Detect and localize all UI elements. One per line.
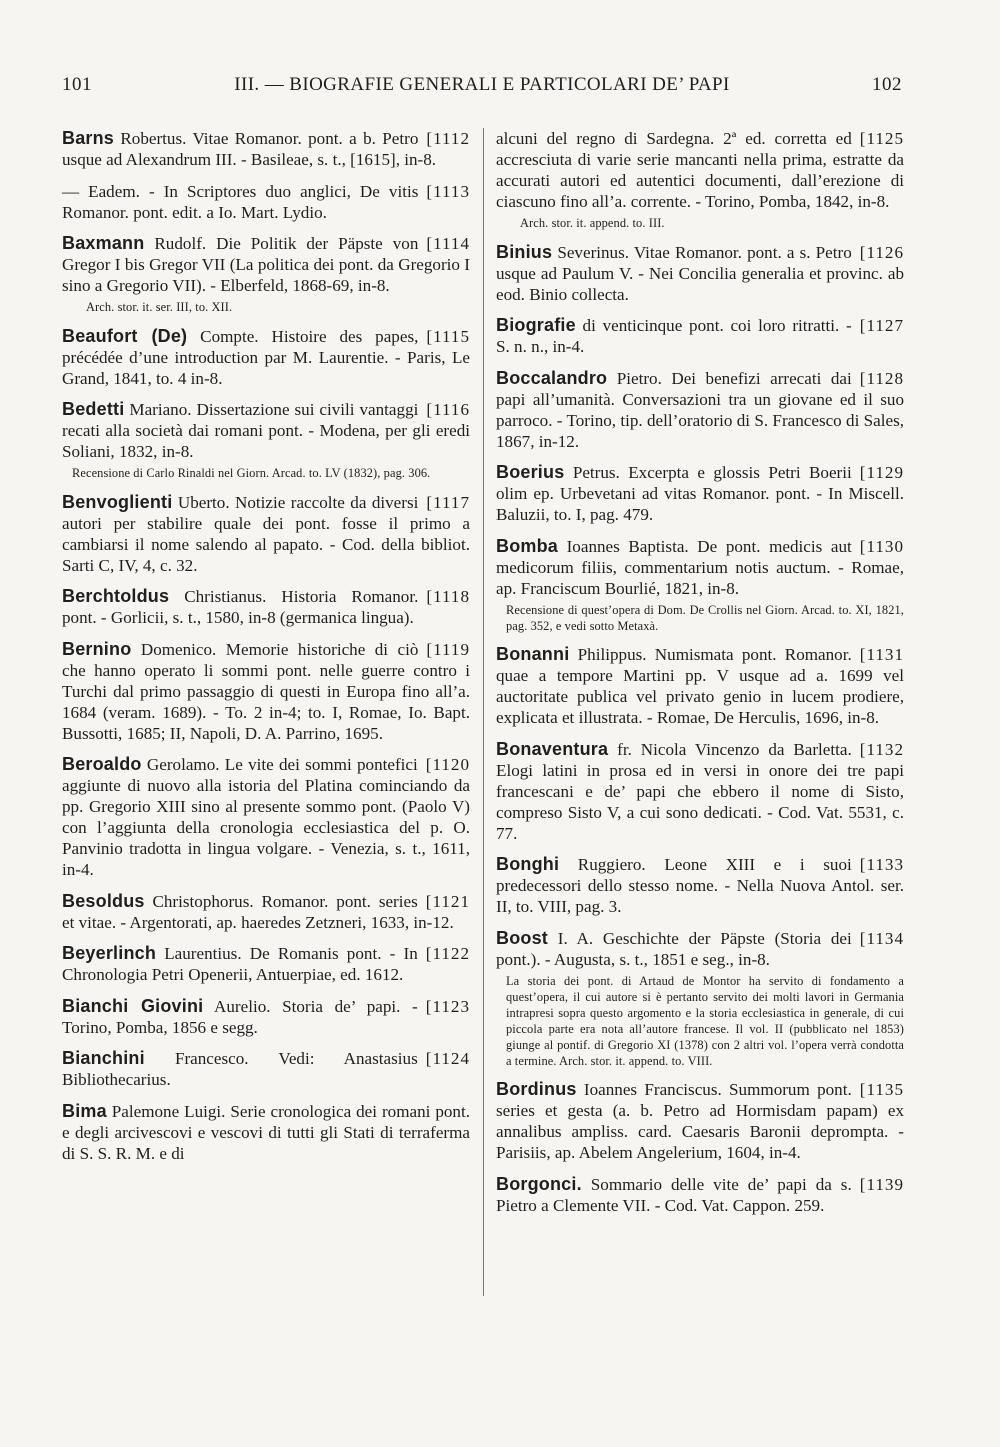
entry-note: Arch. stor. it. ser. III, to. XII.	[86, 300, 233, 314]
entry-number: [1139	[859, 1174, 904, 1194]
bibliography-entry	[62, 943, 474, 985]
bibliography-entry	[496, 854, 908, 917]
entry-number: [1114	[426, 234, 470, 253]
entry-text: Laurentius. De Romanis pont. - In Chronologia Petri Openerii, Antuerpiae, ed. 1612.	[62, 944, 418, 984]
entry-text: Christianus. Historia Romanor. pont. - Gorlicii, s. t., 1580, in-8 (germanica lingua).	[62, 587, 419, 627]
entry-text: — Eadem. - In Scriptores duo anglici, De vitis Romanor. pont. edit. a Io. Mart. Lydio.	[62, 181, 419, 222]
bibliography-entry	[62, 1101, 474, 1164]
entry-text: Domenico. Memorie historiche di ciò che hanno operato li sommi pont. nelle guerre contro i Turchi dal primo passaggio di questi in Europa fino all’a. 1684 (veram. 1689). - To. 2 in-4; to. I, Romae, Io. Bapt. Bussotti, 1685; II, Napoli, D. A. Parrino, 1695.	[62, 639, 470, 743]
entry-note: Recensione di Carlo Rinaldi nel Giorn. Arcad. to. LV (1832), pag. 306.	[72, 466, 431, 480]
running-title: III. — BIOGRAFIE GENERALI E PARTICOLARI DE’ PAPI	[234, 74, 730, 95]
bibliography-entry	[496, 128, 908, 231]
bibliography-entry	[496, 644, 908, 728]
left-column	[62, 128, 474, 1174]
bibliography-entry	[496, 739, 908, 844]
entry-text: fr. Nicola Vincenzo da Barletta. Elogi latini in prosa ed in versi in onore dei tre papi francescani e de’ papi che ebbero il nome di Sisto, compreso Sisto V, a cui sono dedicati. - Cod. Vat. 5531, c. 77.	[496, 739, 904, 843]
entry-text: Ioannes Franciscus. Summorum pont. series et gesta (a. b. Petro ad Hormisdam papam) ex annalibus ampliss. card. Caesaris Baronii deprompta. - Parisiis, ap. Abelem Angelerium, 1604, in-4.	[496, 1080, 904, 1162]
bibliography-entry	[62, 754, 474, 880]
entry-text: Rudolf. Die Politik der Päpste von Gregor I bis Gregor VII (La politica dei pont. da Gregorio I sino a Gregorio VII). - Elberfeld, 1868-69, in-8.	[62, 234, 470, 295]
entry-number: [1131	[859, 645, 904, 664]
entry-text: Robertus. Vitae Romanor. pont. a b. Petro usque ad Alexandrum III. - Basileae, s. t., [1615], in-8.	[62, 129, 437, 169]
bibliography-entry	[62, 996, 474, 1038]
entry-heading: Besoldus	[62, 890, 145, 911]
entry-note: Arch. stor. it. append. to. III.	[520, 216, 665, 230]
entry-text: Palemone Luigi. Serie cronologica dei romani pont. e degli arcivescovi e vescovi di tutti gli Stati di terraferma di S. S. R. M. e di	[62, 1101, 470, 1163]
entry-heading: Beaufort (De)	[62, 325, 188, 346]
bibliography-entry	[62, 128, 474, 170]
entry-heading: Bonanni	[496, 644, 570, 664]
entry-heading: Berchtoldus	[62, 586, 170, 606]
bibliography-entry	[62, 1048, 474, 1090]
entry-number: [1127	[859, 316, 904, 335]
right-column	[496, 128, 908, 1226]
entry-number: [1117	[426, 492, 470, 512]
bibliography-entry	[62, 639, 474, 744]
entry-number: [1135	[859, 1080, 904, 1099]
entry-note: Recensione di quest’opera di Dom. De Crollis nel Giorn. Arcad. to. XI, 1821, pag. 352, e vedi sotto Metaxà.	[506, 602, 904, 633]
entry-number: [1132	[859, 739, 904, 759]
entry-heading: Bianchini	[62, 1048, 145, 1068]
entry-number: [1125	[859, 129, 904, 148]
entry-number: [1129	[859, 463, 904, 482]
entry-heading: Bomba	[496, 535, 559, 556]
bibliography-entry	[496, 536, 908, 634]
bibliography-entry	[62, 181, 474, 223]
entry-heading: Benvoglienti	[62, 491, 173, 512]
entry-heading: Bonaventura	[496, 738, 609, 759]
entry-number: [1130	[859, 536, 904, 556]
entry-text: Compte. Histoire des papes, précédée d’une introduction par M. Laurentie. - Paris, Le Grand, 1841, to. 4 in-8.	[62, 326, 470, 388]
entry-text: Christophorus. Romanor. pont. series et vitae. - Argentorati, ap. haeredes Zetzneri, 1633, in-12.	[62, 891, 454, 932]
bibliography-entry	[62, 326, 474, 389]
entry-number: [1119	[426, 639, 470, 659]
bibliography-entry	[62, 399, 474, 481]
entry-number: [1128	[859, 368, 904, 388]
entry-number: [1122	[425, 944, 470, 963]
entry-heading: Beyerlinch	[62, 943, 157, 963]
entry-text: Aurelio. Storia de’ papi. - Torino, Pomba, 1856 e segg.	[62, 996, 418, 1037]
entry-heading: Bernino	[62, 638, 132, 659]
entry-heading: Borgonci.	[496, 1173, 582, 1194]
entry-text: Philippus. Numismata pont. Romanor. quae a tempore Martini pp. V usque ad a. 1699 vel auctoritate publica vel privato genio in lucem prodiere, explicata et illustrata. - Romae, De Herculis, 1696, in-8.	[496, 645, 904, 727]
entry-heading: Boost	[496, 927, 548, 948]
entry-heading: Baxmann	[62, 233, 145, 253]
entry-text: Uberto. Notizie raccolte da diversi autori per stabilire quale dei pont. fosse il primo a cambiarsi il nome salendo al papato. - Cod. della bibliot. Sarti C, IV, 4, c. 32.	[62, 492, 470, 575]
entry-number: [1116	[426, 400, 470, 419]
bibliography-entry	[496, 368, 908, 452]
page-number-right: 102	[872, 74, 902, 95]
page-number-left: 101	[62, 74, 92, 95]
entry-number: [1126	[859, 242, 904, 262]
entry-text: Mariano. Dissertazione sui civili vantaggi recati alla società dai romani pont. - Modena, per gli eredi Soliani, 1832, in-8.	[62, 400, 470, 461]
entry-heading: Bima	[62, 1100, 107, 1121]
bibliography-entry	[62, 586, 474, 628]
entry-number: [1124	[425, 1049, 470, 1068]
column-divider	[483, 128, 484, 1296]
entry-heading: Boccalandro	[496, 367, 608, 388]
entry-text: I. A. Geschichte der Päpste (Storia dei pont.). - Augusta, s. t., 1851 e seg., in-8.	[496, 928, 852, 969]
entry-number: [1112	[426, 129, 470, 148]
entry-number: [1134	[859, 928, 904, 948]
entry-number: [1121	[425, 891, 470, 911]
entry-text: Petrus. Excerpta e glossis Petri Boerii olim ep. Urbevetani ad vitas Romanor. pont. - In Miscell. Baluzii, to. I, pag. 479.	[496, 463, 904, 524]
entry-text: Severinus. Vitae Romanor. pont. a s. Petro usque ad Paulum V. - Nei Concilia generalia et provinc. ab eod. Binio collecta.	[496, 242, 904, 304]
entry-heading: Boerius	[496, 462, 565, 482]
entry-text: di venticinque pont. coi loro ritratti. - S. n. n., in-4.	[496, 316, 852, 356]
bibliography-entry	[496, 1079, 908, 1163]
entry-heading: Binius	[496, 241, 553, 262]
entry-number: [1133	[859, 855, 904, 874]
entry-text: Gerolamo. Le vite dei sommi pontefici aggiunte di nuovo alla istoria del Platina cominciando da pp. Gregorio XIII sino al presente sommo pont. (Paolo V) con l’aggiunta della cronologia ecclesiastica del p. O. Panvinio tradotta in lingua volgare. - Venezia, s. t., 1611, in-4.	[62, 755, 470, 879]
bibliography-entry	[496, 462, 908, 525]
entry-number: [1123	[425, 996, 470, 1016]
entry-text: Pietro. Dei benefizi arrecati dai papi all’umanità. Conversazioni tra un giovane ed il suo parroco. - Torino, tip. dell’oratorio di S. Francesco di Sales, 1867, in-12.	[496, 368, 904, 451]
entry-note: La storia dei pont. di Artaud de Montor ha servito di fondamento a quest’opera, il cui autore si è pertanto servito dei molti lavori in Germania intrapresi sopra questo argomento e la storia ecclesiastica in generale, di cui piccola parte era nota all’autore francese. Il vol. II (pubblicato nel 1853) giunge al pontif. di Gregorio XI (1378) con 2 altri vol. l’opera verrà condotta a termine. Arch. stor. it. append. to. VIII.	[506, 973, 904, 1068]
entry-heading: Bedetti	[62, 399, 125, 419]
entry-text: Sommario delle vite de’ papi da s. Pietro a Clemente VII. - Cod. Vat. Cappon. 259.	[496, 1174, 852, 1215]
bibliography-entry	[496, 1174, 908, 1216]
entry-text: Francesco. Vedi: Anastasius Bibliothecarius.	[62, 1049, 418, 1089]
entry-number: [1120	[425, 755, 470, 774]
bibliography-entry	[496, 315, 908, 357]
entry-number: [1115	[426, 326, 470, 346]
entry-text: Ioannes Baptista. De pont. medicis aut medicorum filiis, commentarium notis auctum. - Romae, ap. Franciscum Bourlié, 1821, in-8.	[496, 536, 904, 598]
entry-heading: Bianchi Giovini	[62, 995, 204, 1016]
page-header	[62, 74, 902, 104]
entry-heading: Bordinus	[496, 1079, 577, 1099]
entry-number: [1118	[426, 587, 470, 606]
bibliography-entry	[62, 492, 474, 576]
bibliography-entry	[62, 891, 474, 933]
entry-heading: Bonghi	[496, 854, 560, 874]
entry-heading: Biografie	[496, 315, 576, 335]
entry-heading: Beroaldo	[62, 754, 142, 774]
bibliography-entry	[62, 233, 474, 315]
entry-heading: Barns	[62, 128, 115, 148]
entry-text: Ruggiero. Leone XIII e i suoi predecessori dello stesso nome. - Nella Nuova Antol. ser. II, to. VIII, pag. 3.	[496, 855, 904, 916]
bibliography-entry	[496, 242, 908, 305]
entry-number: [1113	[426, 181, 470, 201]
bibliography-entry	[496, 928, 908, 1069]
entry-text: alcuni del regno di Sardegna. 2ª ed. corretta ed accresciuta di varie serie mancanti nella prima, estratte da accurati autori ed autentici documenti, dall’erezione di ciascuno fino all’a. corrente. - Torino, Pomba, 1842, in-8.	[496, 129, 904, 211]
